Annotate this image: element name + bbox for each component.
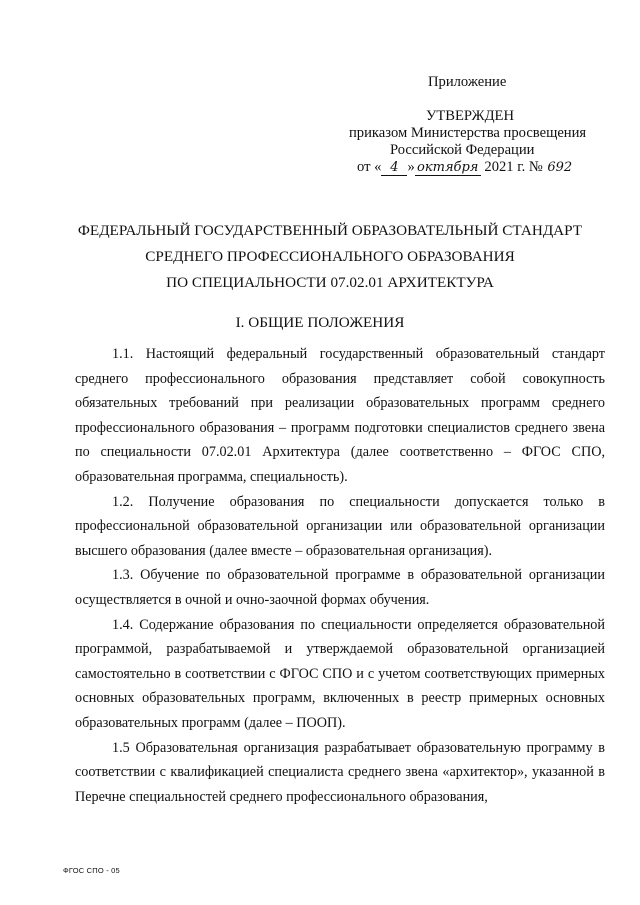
document-title: [40, 218, 620, 296]
handwritten-month: октября: [415, 160, 481, 176]
title-line-1: ФЕДЕРАЛЬНЫЙ ГОСУДАРСТВЕННЫЙ ОБРАЗОВАТЕЛЬНЫЙ СТАНДАРТ: [77, 222, 583, 239]
date-mid: »: [407, 159, 415, 175]
section-body: [75, 342, 605, 809]
handwritten-day: 4: [381, 160, 407, 176]
paragraph-1-1: 1.1. Настоящий федеральный государственный образовательный стандарт среднего профессионального образования представляет собой совокупность обязательных требований при реализации образовательных программ среднего профессионального образования – программ подготовки специалистов среднего звена по специальности 07.02.01 Архитектура (далее соответственно – ФГОС СПО, образовательная программа, специальность).: [75, 346, 605, 485]
paragraph-1-3: 1.3. Обучение по образовательной программе в образовательной организации осуществляется в очной и очно-заочной формах обучения.: [75, 567, 605, 608]
federation-line: Российской Федерации: [390, 142, 535, 158]
approved-label: УТВЕРЖДЕН: [426, 108, 514, 124]
paragraph-1-4: 1.4. Содержание образования по специальности определяется образовательной программой, разрабатываемой и утверждаемой образовательной организацией самостоятельно в соответствии с ФГОС СПО и с учетом соответствующих примерных основных образовательных программ, включенных в реестр примерных основных образовательных программ (далее – ПООП).: [75, 616, 605, 731]
title-line-2: СРЕДНЕГО ПРОФЕССИОНАЛЬНОГО ОБРАЗОВАНИЯ: [145, 248, 515, 265]
handwritten-order-number: 692: [547, 160, 573, 175]
paragraph-1-5: 1.5 Образовательная организация разрабатывает образовательную программу в соответствии с квалификацией специалиста среднего звена «архитектор», указанной в Перечне специальностей среднего профессионального образования,: [75, 739, 605, 805]
order-line: приказом Министерства просвещения: [349, 125, 587, 141]
paragraph-1-2: 1.2. Получение образования по специальности допускается только в профессиональной образовательной организации или образовательной организации высшего образования (далее вместе – образовательная организация).: [75, 493, 605, 559]
date-year: 2021 г. №: [484, 159, 543, 175]
date-prefix: от «: [357, 159, 382, 175]
order-date-line: [357, 159, 577, 176]
appendix-label: Приложение: [428, 74, 507, 90]
footer-code: ФГОС СПО - 05: [63, 866, 120, 875]
title-line-3: ПО СПЕЦИАЛЬНОСТИ 07.02.01 АРХИТЕКТУРА: [166, 274, 494, 291]
section-heading: I. ОБЩИЕ ПОЛОЖЕНИЯ: [235, 314, 405, 331]
